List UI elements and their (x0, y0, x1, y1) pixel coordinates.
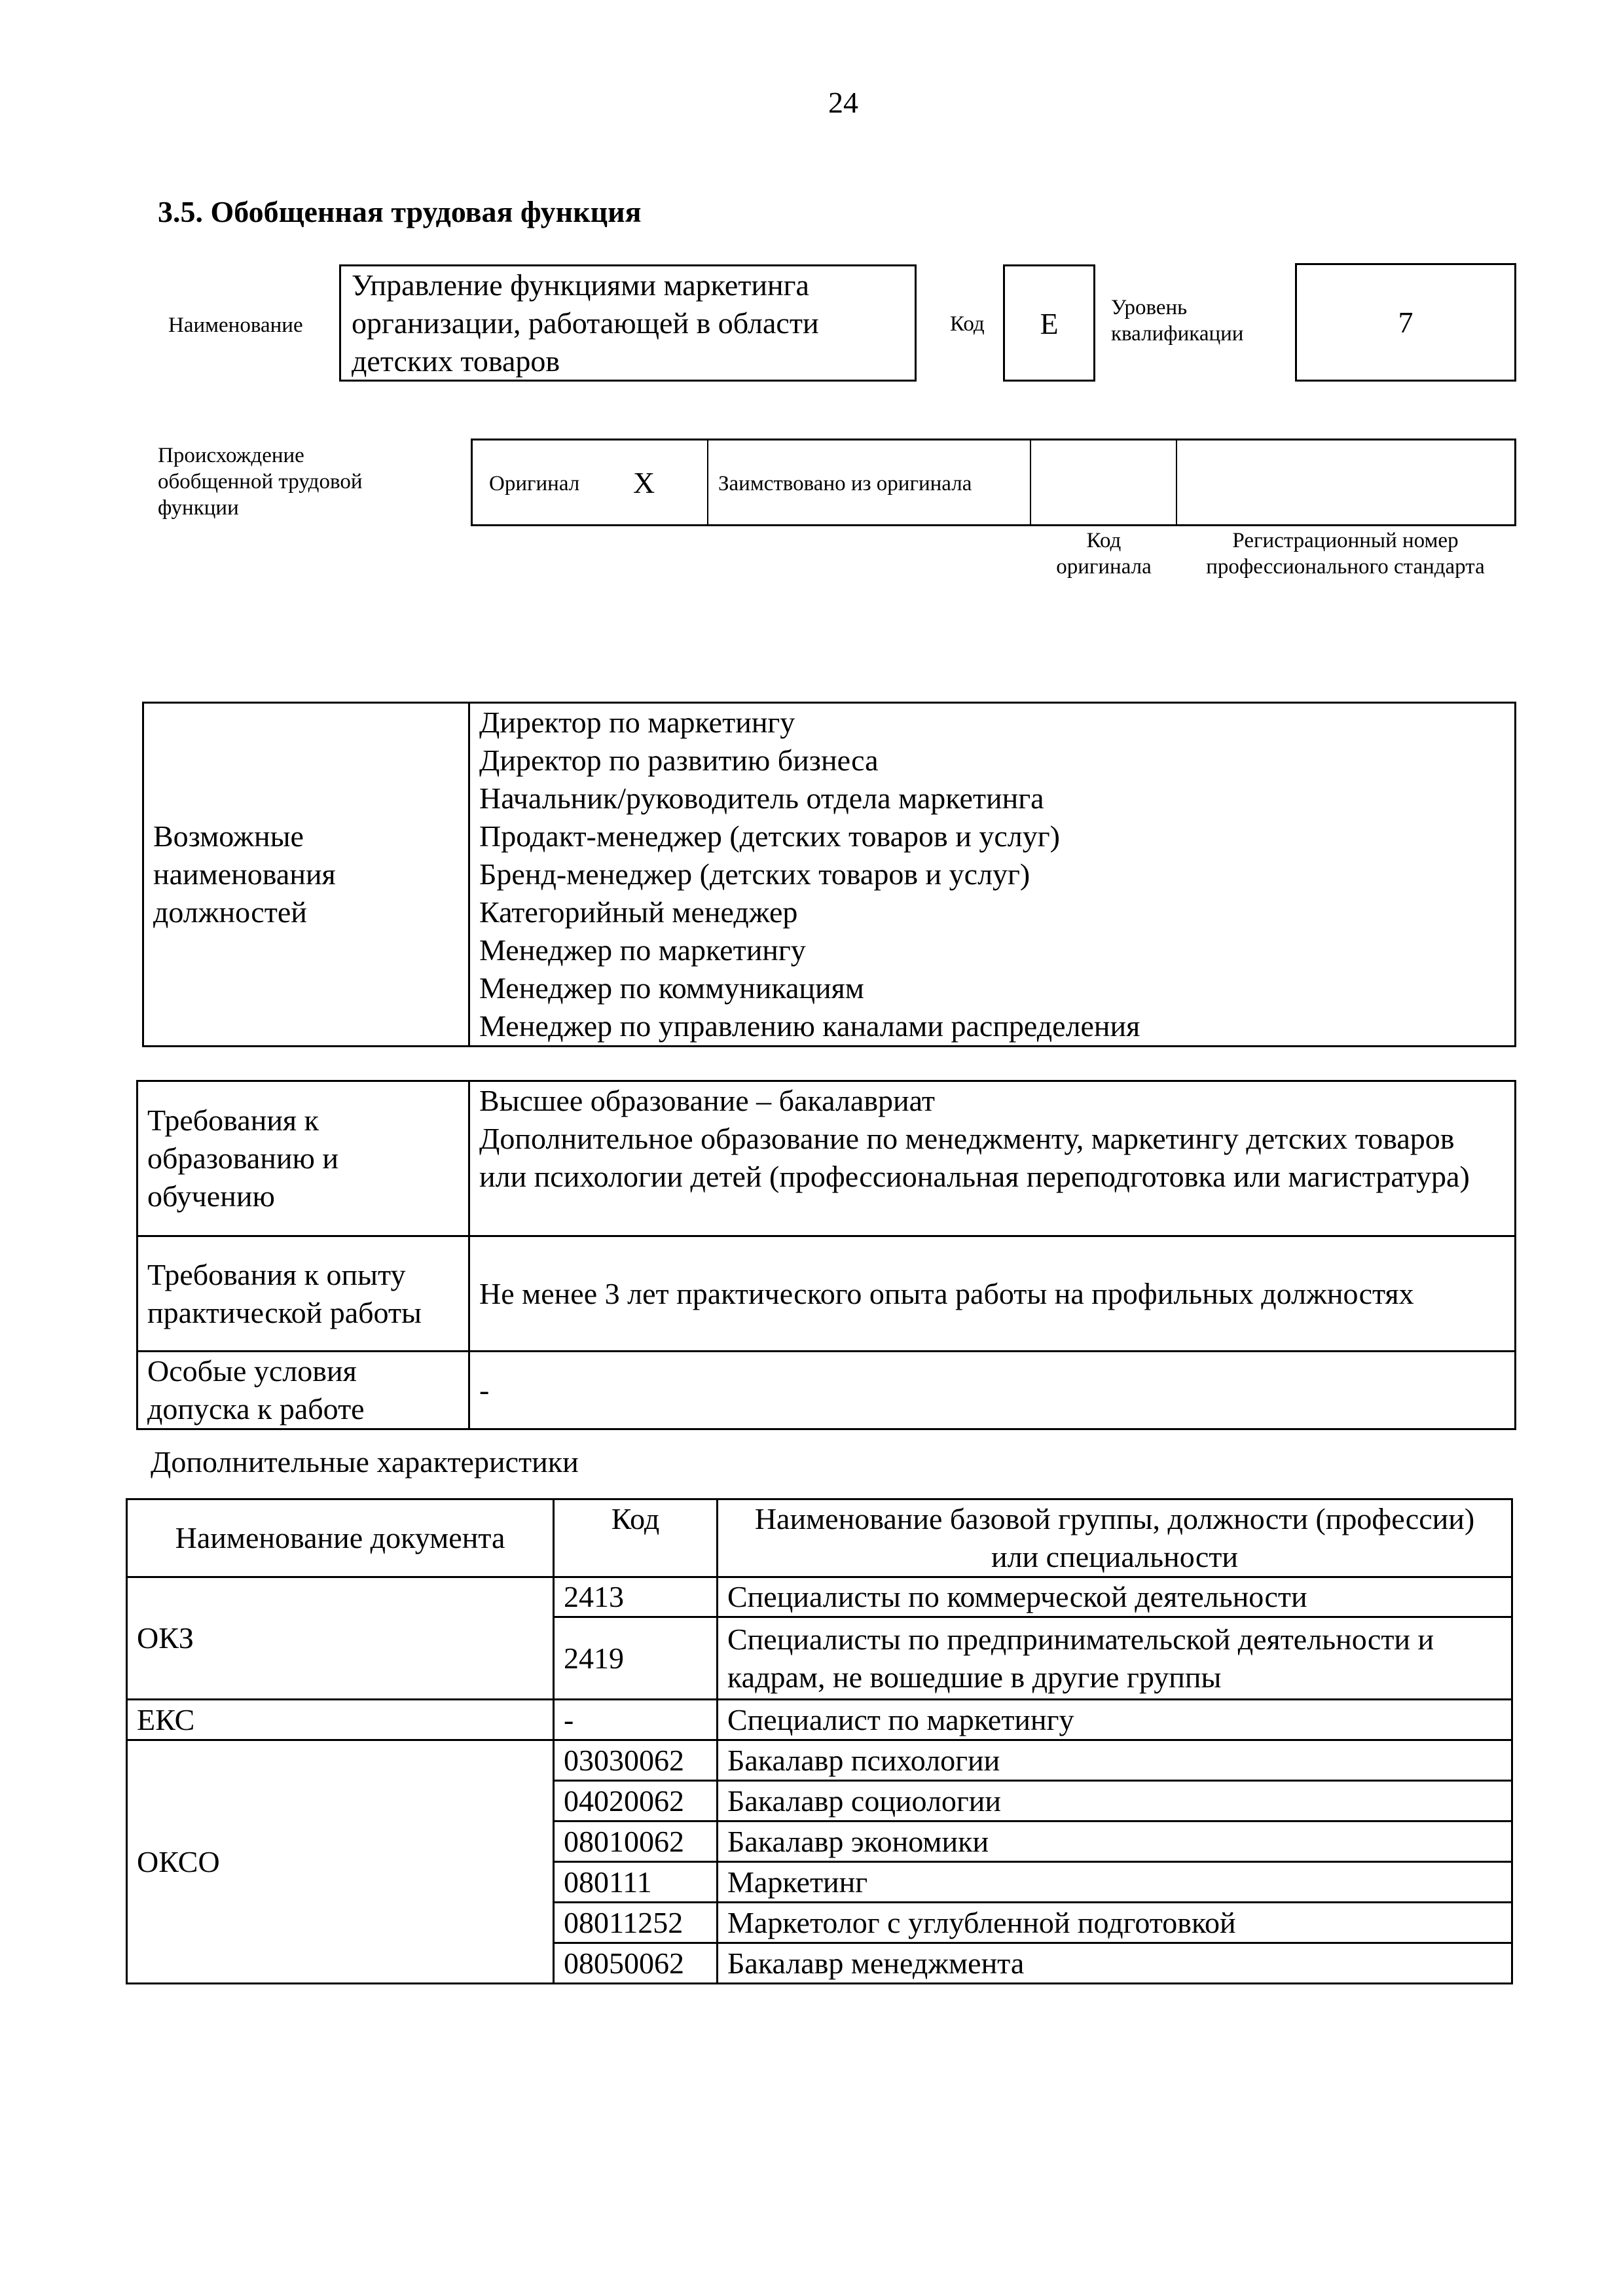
name-cell: Бакалавр психологии (718, 1740, 1512, 1781)
name-cell: Специалисты по коммерческой деятельности (718, 1577, 1512, 1617)
code-label: Код (950, 312, 985, 336)
original-mark: X (633, 466, 655, 499)
position-item: Категорийный менеджер (479, 895, 798, 929)
name-cell: Маркетинг (718, 1862, 1512, 1903)
code-cell: 08011252 (554, 1903, 718, 1943)
page-number: 24 (828, 86, 858, 119)
original-label: Оригинал (489, 472, 580, 495)
name-cell: Специалисты по предпринимательской деятельности и кадрам, не вошедшие в другие группы (718, 1617, 1512, 1700)
code-original-label: Код оригинала (1056, 529, 1152, 579)
doc-okso: ОКСО (127, 1740, 554, 1984)
position-item: Менеджер по маркетингу (479, 933, 806, 967)
code-cell: - (554, 1700, 718, 1740)
position-item: Начальник/руководитель отдела маркетинга (479, 781, 1044, 815)
positions-label: Возможные наименования должностей (143, 703, 469, 1047)
name-cell: Бакалавр менеджмента (718, 1943, 1512, 1984)
section-heading: 3.5. Обобщенная трудовая функция (158, 195, 642, 228)
positions-list (469, 703, 1516, 1047)
origin-table (471, 439, 1516, 526)
name-cell: Бакалавр социологии (718, 1781, 1512, 1821)
experience-value: Не менее 3 лет практического опыта работы на профильных должностях (469, 1236, 1516, 1352)
doc-eks: ЕКС (127, 1700, 554, 1740)
code-cell: 080111 (554, 1862, 718, 1903)
doc-okz: ОКЗ (127, 1577, 554, 1700)
code-cell: 08010062 (554, 1821, 718, 1862)
borrowed-label: Заимствовано из оригинала (718, 472, 972, 495)
requirements-table (136, 1080, 1516, 1430)
experience-label: Требования к опыту практической работы (137, 1236, 469, 1352)
code-cell: 08050062 (554, 1943, 718, 1984)
special-conditions-value: - (469, 1352, 1516, 1429)
name-value: Управление функциями маркетинга организации, работающей в области детских товаров (339, 264, 917, 382)
education-value: Высшее образование – бакалавриат Дополнительное образование по менеджменту, маркетингу детских товаров или психологии детей (профессиональная переподготовка или магистратура) (469, 1081, 1516, 1236)
header-document: Наименование документа (127, 1499, 554, 1577)
position-item: Директор по маркетингу (479, 706, 795, 739)
name-label: Наименование (168, 314, 303, 337)
level-value: 7 (1295, 263, 1516, 382)
additional-table (126, 1498, 1513, 1984)
level-label: Уровень квалификации (1111, 296, 1244, 346)
code-cell: 2413 (554, 1577, 718, 1617)
header-code: Код (554, 1499, 718, 1577)
code-cell: 04020062 (554, 1781, 718, 1821)
special-conditions-label: Особые условия допуска к работе (137, 1352, 469, 1429)
position-item: Продакт-менеджер (детских товаров и услуг) (479, 819, 1060, 853)
name-cell: Бакалавр экономики (718, 1821, 1512, 1862)
position-item: Бренд-менеджер (детских товаров и услуг) (479, 857, 1030, 891)
reg-number-label: Регистрационный номер профессионального стандарта (1206, 529, 1485, 579)
position-item: Менеджер по коммуникациям (479, 971, 864, 1005)
positions-table (142, 702, 1516, 1047)
name-cell: Специалист по маркетингу (718, 1700, 1512, 1740)
code-value: E (1003, 264, 1095, 382)
name-cell: Маркетолог с углубленной подготовкой (718, 1903, 1512, 1943)
position-item: Директор по развитию бизнеса (479, 744, 879, 777)
origin-label: Происхождение обобщенной трудовой функции (158, 444, 363, 520)
header-name: Наименование базовой группы, должности (профессии) или специальности (718, 1499, 1512, 1577)
education-label: Требования к образованию и обучению (137, 1081, 469, 1236)
code-cell: 03030062 (554, 1740, 718, 1781)
additional-title: Дополнительные характеристики (151, 1445, 579, 1479)
position-item: Менеджер по управлению каналами распределения (479, 1009, 1140, 1043)
code-cell: 2419 (554, 1617, 718, 1700)
